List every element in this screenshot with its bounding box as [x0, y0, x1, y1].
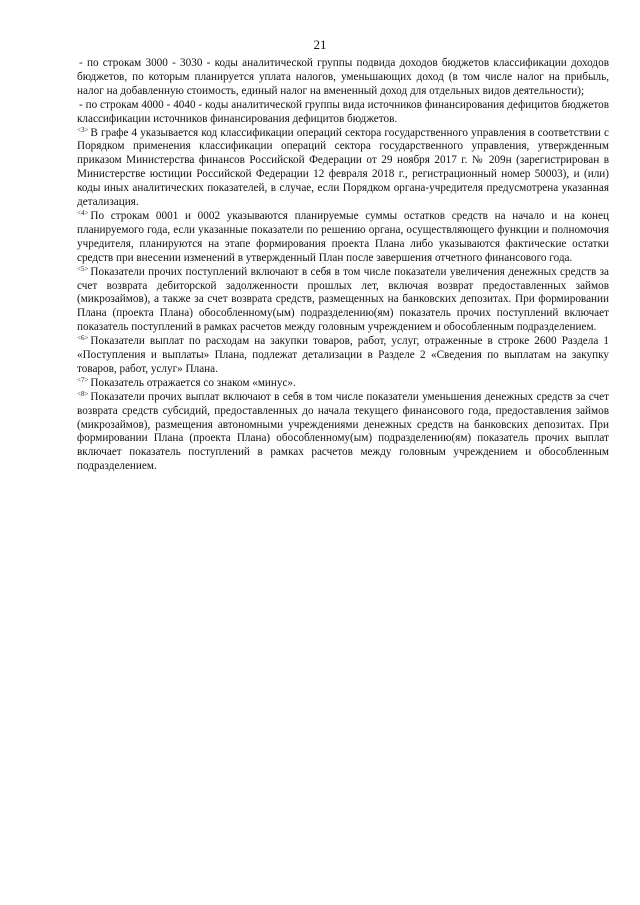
footnote-4 [77, 210, 609, 266]
paragraph-text: В графе 4 указывается код классификации операций сектора государственного управления в соответствии с Порядком применения классификации операций сектора государственного управления, утвержденным приказом Министерства финансов Российской Федерации от 29 ноября 2017 г. № 209н (зарегистрирован в Министерстве юстиции Российской Федерации 12 февраля 2018 г., регистрационный номер 50003), и (или) коды иных аналитических показателей, в случае, если Порядком органа-учредителя предусмотрена указанная детализация. [77, 126, 609, 209]
footnote-marker: <4> [77, 208, 89, 217]
footnote-marker: <8> [77, 389, 89, 398]
footnote-5 [77, 266, 609, 336]
paragraph-text: - по строкам 4000 - 4040 - коды аналитической группы вида источников финансирования дефицитов бюджетов классификации источников финансирования дефицитов бюджетов. [77, 98, 609, 125]
footnote-7 [77, 377, 609, 391]
footnote-marker: <3> [77, 125, 89, 134]
paragraph-text: Показатели прочих поступлений включают в себя в том числе показатели увеличения денежных средств за счет возврата дебиторской задолженности прошлых лет, включая возврат предоставленных займов (микрозаймов), а также за счет возврата средств, размещенных на банковских депозитах. При формировании Плана (проекта Плана) обособленному(ым) подразделению(ям) показатель прочих поступлений включает показатель поступлений в рамках расчетов между головным учреждением и обособленным подразделением. [77, 265, 609, 334]
paragraph-rows-4000-4040 [77, 99, 609, 127]
paragraph-text: Показатели выплат по расходам на закупки товаров, работ, услуг, отраженные в строке 2600 Раздела 1 «Поступления и выплаты» Плана, подлежат детализации в Разделе 2 «Сведения по выплатам на закупку товаров, работ, услуг» Плана. [77, 335, 609, 375]
footnote-marker: <6> [77, 334, 89, 343]
footnote-3 [77, 127, 609, 210]
paragraph-text: По строкам 0001 и 0002 указываются планируемые суммы остатков средств на начало и на конец планируемого года, если указанные показатели по решению органа, осуществляющего функции и полномочия учредителя, планируются на этапе формирования проекта Плана либо указываются фактические остатки средств при внесении изменений в утвержденный План после завершения отчетного финансового года. [77, 209, 609, 264]
page-number: 21 [313, 37, 327, 52]
footnote-marker: <7> [77, 375, 89, 384]
footnotes-body [77, 57, 609, 474]
paragraph-rows-3000-3030 [77, 57, 609, 99]
paragraph-text: - по строкам 3000 - 3030 - коды аналитической группы подвида доходов бюджетов классификации доходов бюджетов, по которым планируется уплата налогов, уменьшающих доход (в том числе налог на прибыль, налог на добавленную стоимость, единый налог на вмененный доход для отдельных видов деятельности); [77, 57, 609, 97]
paragraph-text: Показатели прочих выплат включают в себя в том числе показатели уменьшения денежных средств за счет возврата средств субсидий, предоставленных до начала текущего финансового года, предоставления займов (микрозаймов), размещения автономными учреждениями денежных средств на банковских депозитах. При формировании Плана (проекта Плана) обособленному(ым) подразделению(ям) показатель прочих выплат включает показатель поступлений в рамках расчетов между головным учреждением и обособленным подразделением. [77, 390, 609, 473]
footnote-8 [77, 391, 609, 474]
footnote-marker: <5> [77, 264, 89, 273]
footnote-6 [77, 335, 609, 377]
paragraph-text: Показатель отражается со знаком «минус». [90, 376, 296, 389]
